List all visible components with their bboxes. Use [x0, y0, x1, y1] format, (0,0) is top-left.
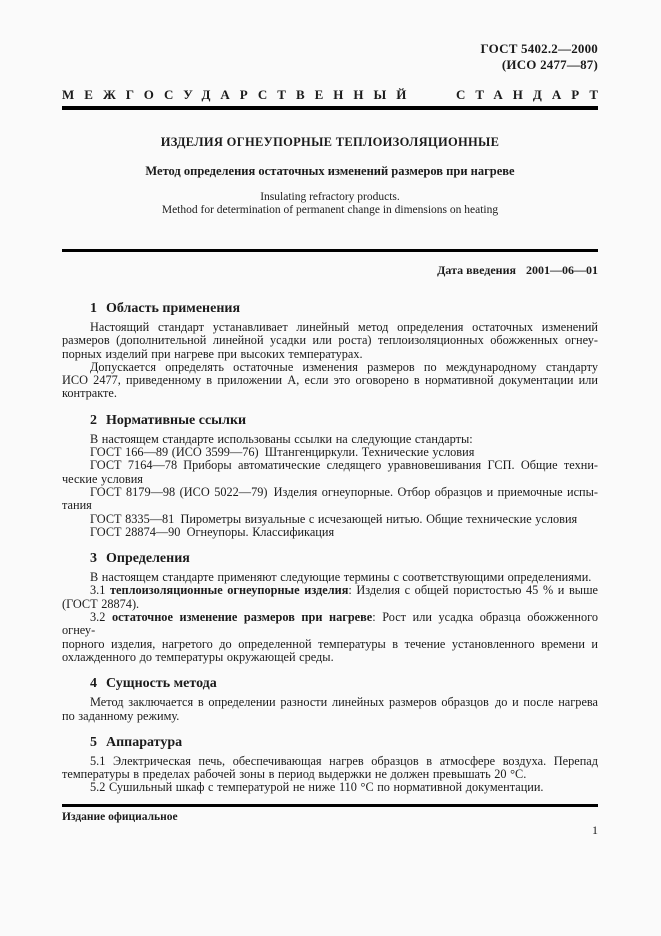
section-number: 3: [90, 551, 97, 567]
text-run: 3.2: [90, 610, 112, 625]
section-2: [62, 412, 598, 539]
section-number: 1: [90, 301, 97, 316]
text-line: порного изделия, нагретого до определенной температуры в течение установленного времени и: [62, 636, 598, 651]
section-title: Нормативные ссылки: [106, 412, 247, 428]
effective-date: [62, 263, 598, 277]
intro-rule: [62, 249, 598, 252]
document-reference: [62, 0, 598, 72]
standard-kind-word: СТАНДАРТ: [455, 87, 608, 102]
section-title: Определения: [106, 551, 190, 567]
section-1: [62, 300, 598, 401]
gost-number: ГОСТ 5402.2—2000: [480, 41, 598, 56]
section-number: 5: [90, 734, 97, 750]
section-3: [62, 550, 598, 664]
text-line: Настоящий стандарт устанавливает линейный метод определения остаточных изменений: [90, 320, 598, 334]
section-5: [62, 734, 598, 795]
text-run: : Изделия с общей пористостью 45 % и выше: [348, 583, 598, 598]
text-line: порных изделий при нагреве при высоких температурах.: [62, 346, 363, 361]
text-line: 5.1 Электрическая печь, обеспечивающая нагрев образцов в атмосфере воздуха. Перепад: [90, 753, 598, 768]
section-heading: [90, 550, 598, 567]
effective-date-value: 2001—06—01: [526, 263, 598, 277]
section-number: 2: [90, 412, 97, 428]
section-heading: [90, 675, 598, 692]
text-line: температуры в пределах рабочей зоны в период выдержки не должен превышать 20 °С.: [62, 767, 527, 782]
text-line: размеров (дополнительной линейной усадки или роста) теплоизоляционных обожженных огнеу-: [62, 333, 598, 348]
text-line: ГОСТ 28874—90 Огнеупоры. Классификация: [90, 524, 335, 539]
section-title: Сущность метода: [106, 676, 217, 692]
text-line: (ГОСТ 28874).: [62, 596, 140, 611]
section-heading: [90, 412, 598, 429]
text-line: контракте.: [62, 386, 117, 401]
text-line: по заданному режиму.: [62, 708, 180, 723]
section-heading: [90, 734, 598, 751]
text-line: ГОСТ 8335—81 Пирометры визуальные с исчезающей нитью. Общие технические условия: [90, 511, 578, 526]
document-title-en: [62, 191, 598, 217]
standard-kind-banner: [62, 87, 608, 103]
section-number: 4: [90, 676, 97, 692]
text-line: В настоящем стандарте использованы ссылки на следующие стандарты:: [90, 431, 473, 446]
section-heading: [90, 300, 598, 317]
title-en-line2: Method for determination of permanent change in dimensions on heating: [161, 204, 499, 216]
document-subtitle-ru: Метод определения остаточных изменений размеров при нагреве: [145, 164, 515, 178]
defined-term: остаточное изменение размеров при нагреве: [111, 610, 373, 625]
effective-date-label: Дата введения: [437, 263, 516, 277]
section-4: [62, 675, 598, 723]
text-line: 5.2 Сушильный шкаф с температурой не ниже 110 °С по нормативной документации.: [90, 780, 544, 795]
header-rule: [62, 106, 598, 110]
text-line: [62, 611, 598, 638]
text-line: ГОСТ 8179—98 (ИСО 5022—79) Изделия огнеупорные. Отбор образцов и приемочные испы-: [90, 484, 598, 499]
text-line: Допускается определять остаточные изменения размеров по международному стандарту: [90, 359, 598, 374]
sections: [62, 300, 598, 795]
text-line: ГОСТ 166—89 (ИСО 3599—76) Штангенциркули. Технические условия: [90, 445, 475, 460]
text-line: [62, 584, 598, 597]
standard-kind-word: МЕЖГОСУДАРСТВЕННЫЙ: [62, 87, 417, 102]
text-line: ГОСТ 7164—78 Приборы автоматические следящего уравновешивания ГСП. Общие техни-: [90, 458, 598, 473]
footer-rule: [62, 804, 598, 807]
text-line: охлажденного до температуры окружающей среды.: [62, 649, 334, 664]
page-number: 1: [592, 823, 598, 837]
text-line: В настоящем стандарте применяют следующие термины с соответствующими определениями.: [90, 570, 592, 585]
text-run: : Рост или усадка образца обожженного огнеу-: [62, 610, 598, 638]
text-line: тания: [62, 498, 92, 513]
edition-note: Издание официальное: [62, 811, 178, 823]
text-run: 3.1: [90, 583, 110, 598]
text-line: ИСО 2477, приведенному в приложении А, если это оговорено в нормативной документации или: [62, 373, 598, 388]
iso-number: (ИСО 2477—87): [501, 56, 598, 72]
text-line: Метод заключается в определении разности линейных размеров образцов до и после нагрева: [90, 695, 598, 710]
text-line: ческие условия: [62, 471, 143, 486]
section-title: Область применения: [106, 301, 241, 316]
title-en-line1: Insulating refractory products.: [260, 191, 400, 203]
document-title-ru: ИЗДЕЛИЯ ОГНЕУПОРНЫЕ ТЕПЛОИЗОЛЯЦИОННЫЕ: [160, 135, 500, 149]
defined-term: теплоизоляционные огнеупорные изделия: [110, 583, 349, 598]
section-title: Аппаратура: [106, 734, 183, 750]
